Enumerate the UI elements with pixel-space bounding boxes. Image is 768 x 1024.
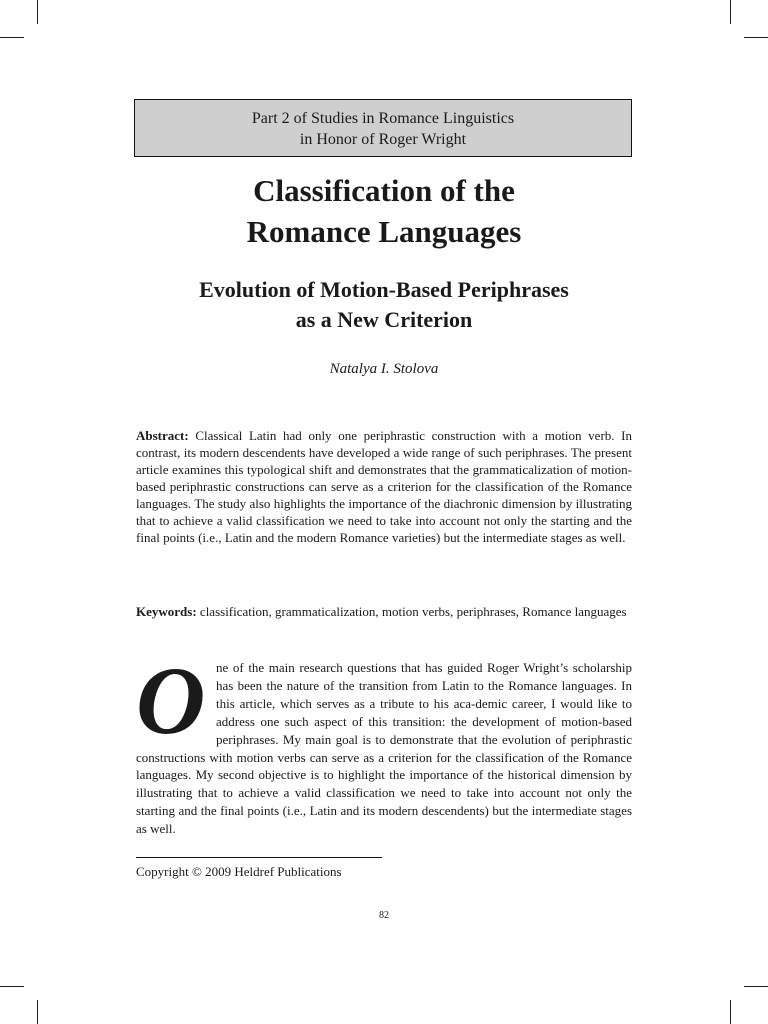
page-number: 82 xyxy=(379,910,389,921)
body-text: ne of the main research questions that has guided Roger Wright’s scholarship has been the nature of the transition from Latin to the Romance languages. In this article, which serves as a tribute to his aca-demic career, I would like to address one such aspect of this transition: the development of motion-based periphrases. My main goal is to demonstrate that the evolution of periphrastic constructions with motion verbs can serve as a criterion for the classification of the Romance languages. My second objective is to highlight the importance of the historical dimension by illustrating that to achieve a valid classification we need to take into account not only the starting and the final points (i.e., Latin and its modern descendents) but the intermediate stages as well. xyxy=(136,660,632,837)
series-header-box xyxy=(134,99,632,157)
abstract-paragraph xyxy=(136,427,632,546)
article-title-line1: Classification of the xyxy=(253,173,515,208)
crop-mark-top-left-horizontal xyxy=(0,37,24,38)
abstract-label: Abstract: xyxy=(136,428,189,443)
crop-mark-top-right-vertical xyxy=(730,0,731,24)
series-header-line2: in Honor of Roger Wright xyxy=(299,131,467,148)
series-header-line1: Part 2 of Studies in Romance Linguistics xyxy=(251,110,515,127)
crop-mark-top-left-vertical xyxy=(37,0,38,24)
keywords-paragraph xyxy=(136,603,632,620)
keywords-text: classification, grammaticalization, motion verbs, periphrases, Romance languages xyxy=(199,604,627,619)
keywords-label: Keywords: xyxy=(136,604,197,619)
copyright-notice: Copyright © 2009 Heldref Publications xyxy=(136,864,342,879)
drop-cap: O xyxy=(136,647,206,754)
article-title xyxy=(134,170,634,252)
crop-mark-bottom-right-horizontal xyxy=(744,986,768,987)
article-subtitle-line1: Evolution of Motion-Based Periphrases xyxy=(199,277,569,302)
abstract-text: Classical Latin had only one periphrastic construction with a motion verb. In contrast, its modern descendents have developed a wide range of such periphrases. The present article examines this typological shift and demonstrates that the grammaticalization of motion-based periphrastic constructions can serve as a criterion for the classification of the Romance languages. The study also highlights the importance of the diachronic dimension by illustrating that to achieve a valid classification we need to take into account not only the starting and the final points (i.e., Latin and the modern Romance varieties) but the intermediate stages as well. xyxy=(136,428,633,545)
footnote-rule xyxy=(136,857,382,858)
article-subtitle xyxy=(134,275,634,335)
crop-mark-top-right-horizontal xyxy=(744,37,768,38)
author-name: Natalya I. Stolova xyxy=(329,361,439,377)
crop-mark-bottom-right-vertical xyxy=(730,1000,731,1024)
article-subtitle-line2: as a New Criterion xyxy=(295,307,473,332)
article-title-line2: Romance Languages xyxy=(246,214,522,249)
crop-mark-bottom-left-vertical xyxy=(37,1000,38,1024)
crop-mark-bottom-left-horizontal xyxy=(0,986,24,987)
body-paragraph xyxy=(136,647,632,838)
